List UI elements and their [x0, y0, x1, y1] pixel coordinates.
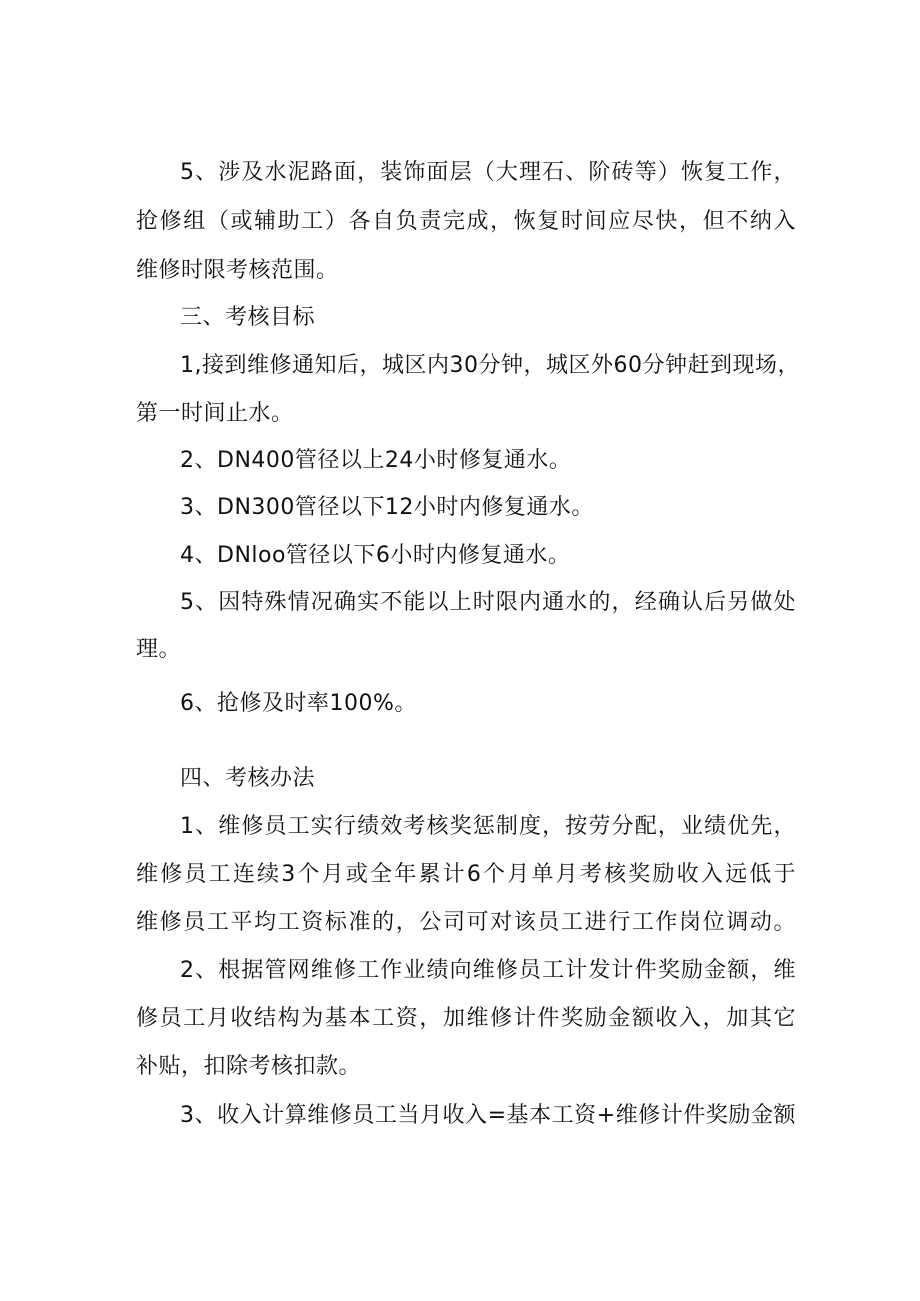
paragraph-line: 5、涉及水泥路面，装饰面层（大理石、阶砖等）恢复工作，: [180, 160, 796, 185]
list-item: 6、抢修及时率100%。: [180, 691, 417, 716]
paragraph-line: 维修员工平均工资标准的，公司可对该员工进行工作岗位调动。: [136, 910, 796, 935]
paragraph-line: 抢修组（或辅助工）各自负责完成，恢复时间应尽快，但不纳入: [136, 209, 796, 234]
paragraph-line: 1、维修员工实行绩效考核奖惩制度，按劳分配，业绩优先，: [180, 814, 796, 839]
paragraph-line: 3、收入计算维修员工当月收入=基本工资+维修计件奖励金额: [180, 1103, 796, 1128]
paragraph-line: 补贴，扣除考核扣款。: [136, 1054, 362, 1079]
paragraph-line: 修员工月收结构为基本工资，加维修计件奖励金额收入，加其它: [136, 1006, 796, 1031]
paragraph-line: 理。: [136, 637, 182, 662]
list-item: 4、DNloo管径以下6小时内修复通水。: [180, 543, 571, 568]
list-item: 2、DN400管径以上24小时修复通水。: [180, 448, 572, 473]
paragraph-line: 维修员工连续3个月或全年累计6个月单月考核奖励收入远低于: [136, 862, 796, 887]
list-item: 5、因特殊情况确实不能以上时限内通水的，经确认后另做处: [180, 590, 796, 615]
section-heading: 三、考核目标: [180, 305, 316, 330]
paragraph-line: 第一时间止水。: [136, 401, 294, 426]
section-heading: 四、考核办法: [180, 766, 316, 791]
paragraph-line: 1,接到维修通知后，城区内30分钟，城区外60分钟赶到现场，: [180, 353, 800, 378]
paragraph-line: 维修时限考核范围。: [136, 258, 339, 283]
paragraph-line: 2、根据管网维修工作业绩向维修员工计发计件奖励金额，维: [180, 958, 796, 983]
list-item: 3、DN300管径以下12小时内修复通水。: [180, 495, 594, 520]
